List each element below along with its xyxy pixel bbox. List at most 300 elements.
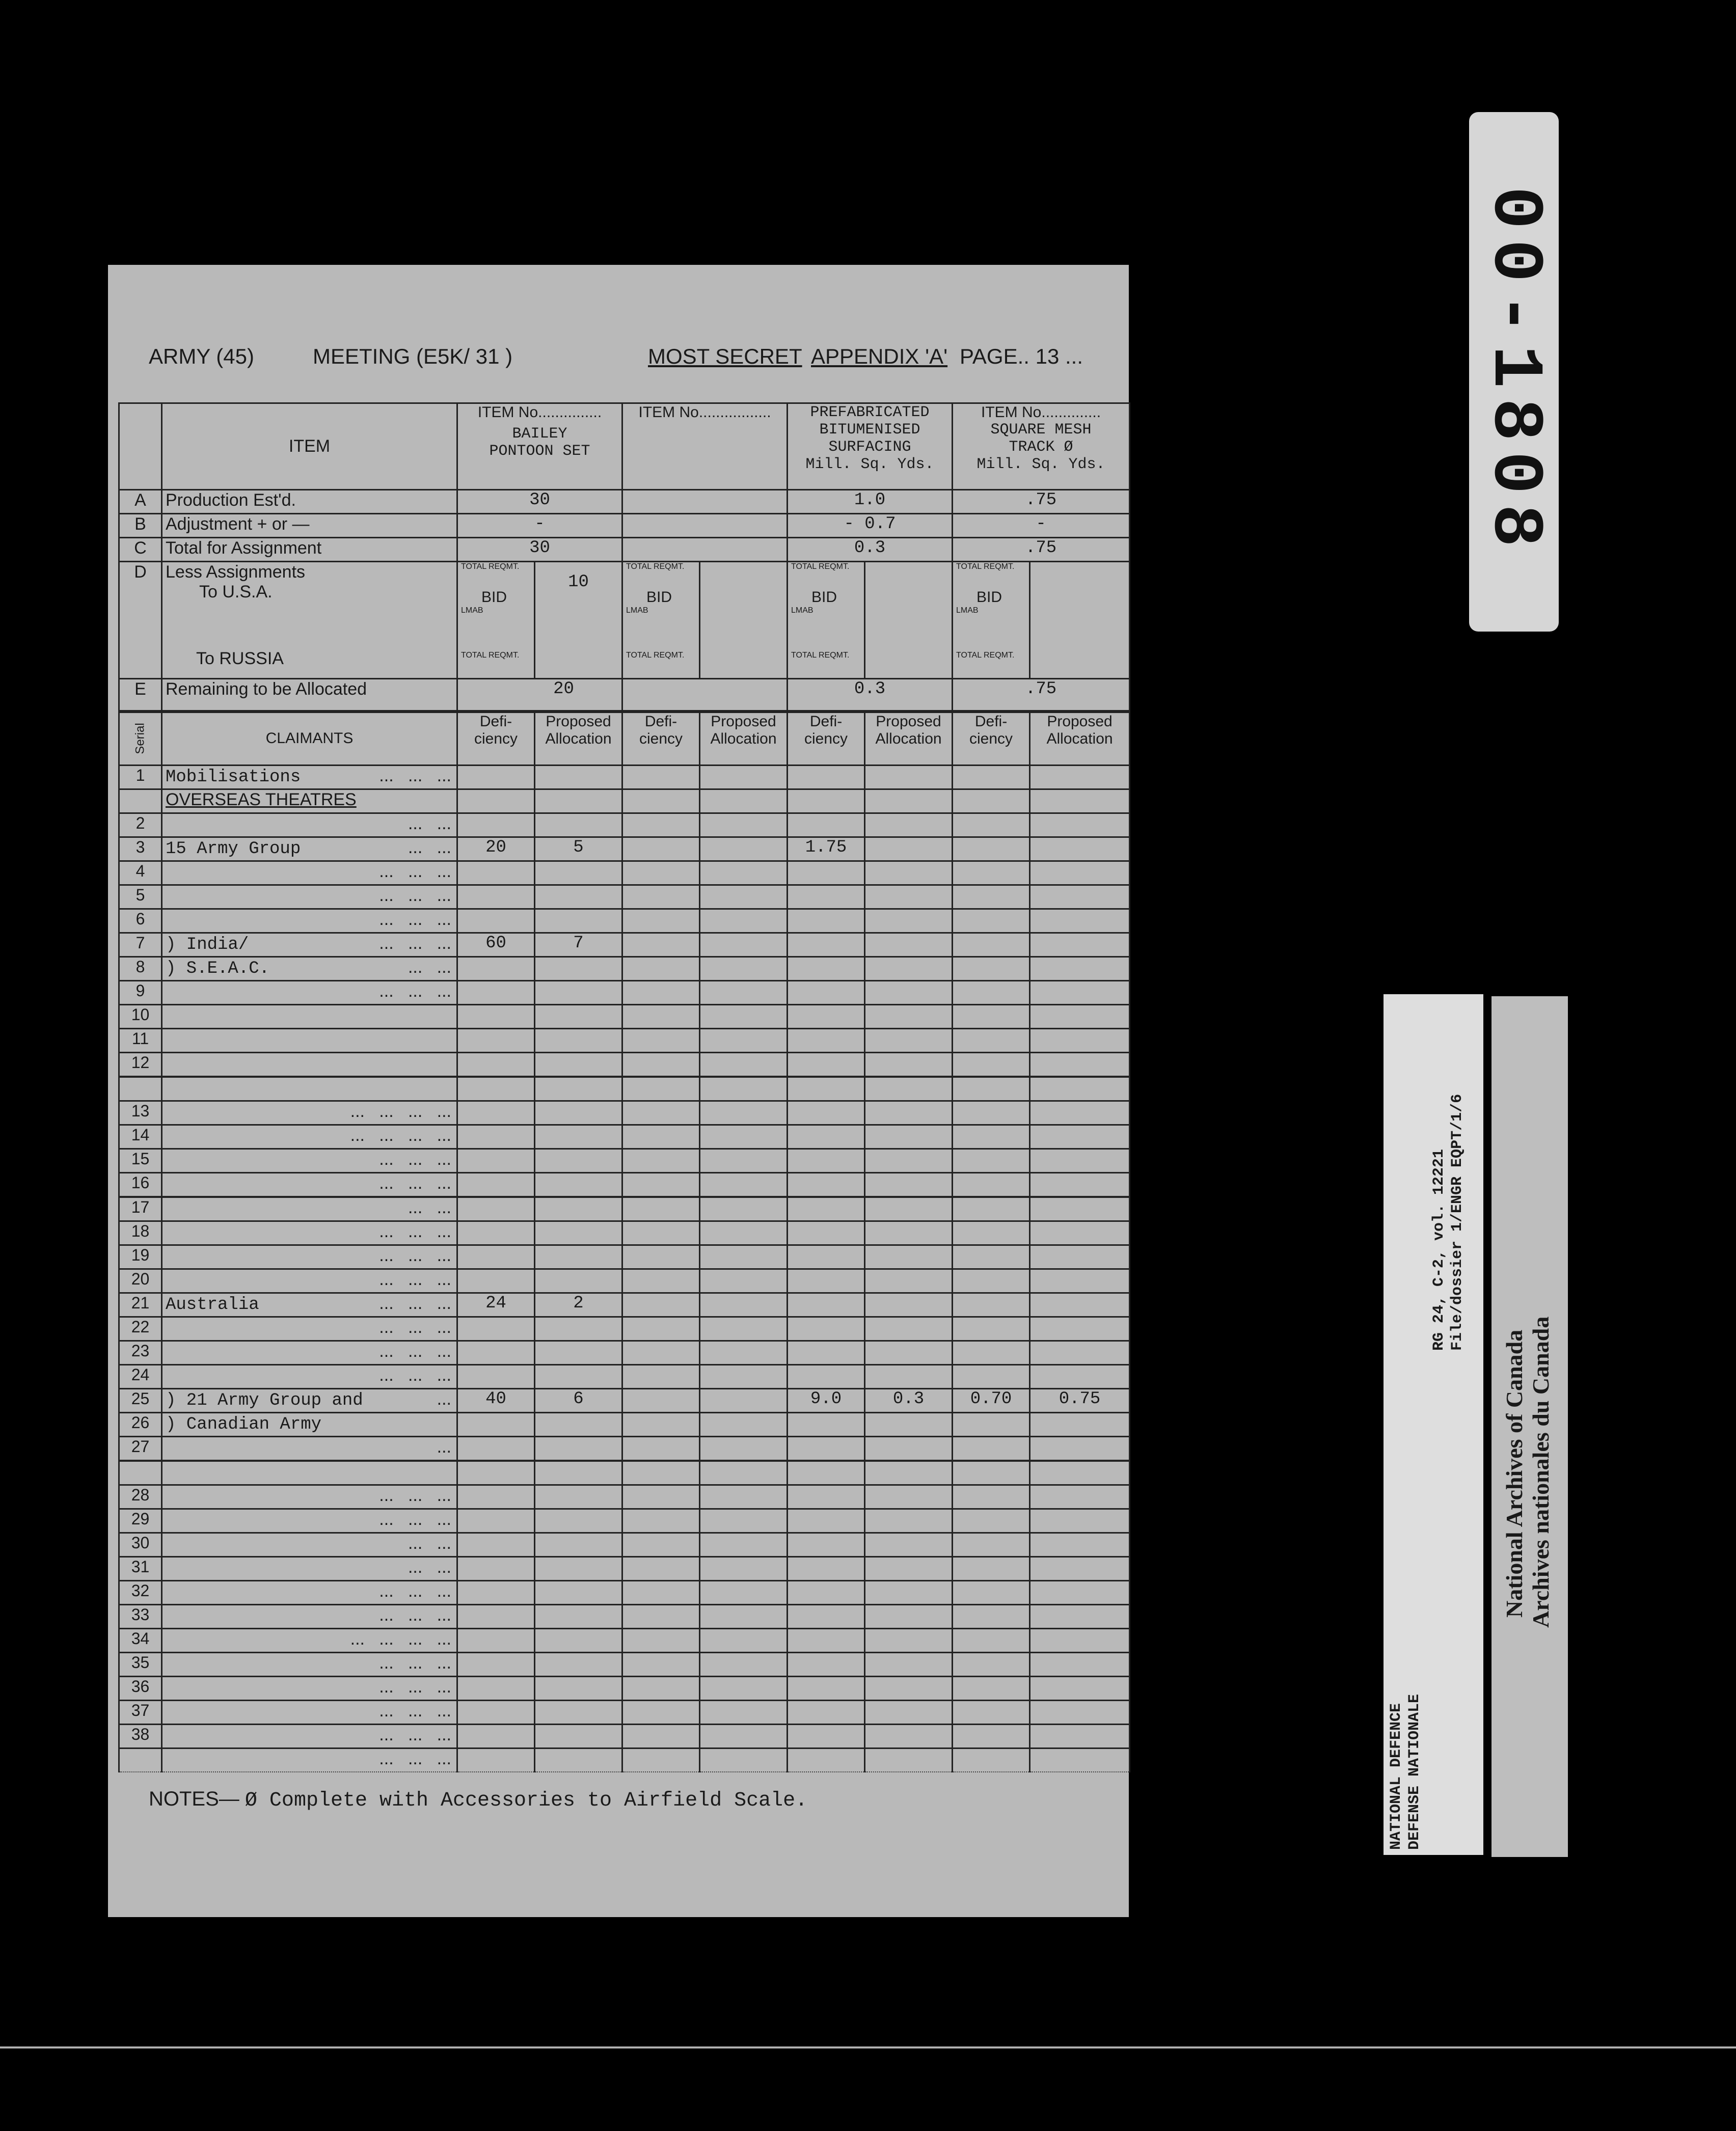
- archives-canada-label: [1491, 996, 1568, 1857]
- claimant-cell: [162, 1317, 457, 1341]
- allocation-value: [700, 1173, 788, 1197]
- table-row: [119, 1557, 1130, 1581]
- value-cell: 1.0: [788, 490, 953, 514]
- table-row: [119, 981, 1130, 1005]
- deficiency-value: [457, 1629, 535, 1653]
- serial-number: 15: [119, 1149, 162, 1173]
- deficiency-value: [457, 1245, 535, 1269]
- item-col-3: [788, 403, 953, 490]
- claimants-header-row: [119, 712, 1130, 766]
- allocation-value: [535, 1701, 622, 1725]
- allocation-value: [1030, 1725, 1130, 1748]
- table-row: [119, 1701, 1130, 1725]
- bid-label: BID: [646, 589, 672, 606]
- deficiency-value: [457, 766, 535, 789]
- allocation-value: [535, 1605, 622, 1629]
- allocation-value: [535, 1197, 622, 1221]
- deficiency-value: [953, 1341, 1030, 1365]
- leader-dots: ... ... ... ...: [350, 1629, 451, 1649]
- deficiency-value: [953, 1748, 1030, 1772]
- allocation-value: [535, 1149, 622, 1173]
- leader-dots: ... ... ...: [379, 1150, 451, 1169]
- serial-number: 24: [119, 1365, 162, 1389]
- leader-dots: ... ... ...: [379, 1677, 451, 1697]
- claimant-cell: [162, 981, 457, 1005]
- deficiency-value: [953, 1677, 1030, 1701]
- allocation-value: [865, 1005, 953, 1029]
- deficiency-value: [788, 1725, 865, 1748]
- deficiency-value: [788, 1701, 865, 1725]
- allocation-value: [535, 1533, 622, 1557]
- deficiency-value: [622, 1149, 700, 1173]
- deficiency-value: [622, 933, 700, 957]
- allocation-value: [700, 1389, 788, 1413]
- serial-number: 2: [119, 813, 162, 837]
- bid-cell: [457, 562, 535, 679]
- allocation-value: [1030, 1509, 1130, 1533]
- serial-number: 35: [119, 1653, 162, 1677]
- value-cell: .75: [953, 679, 1130, 712]
- allocation-value: [700, 933, 788, 957]
- total-reqmt-label: TOTAL REQMT.: [461, 562, 520, 571]
- leader-dots: ... ... ...: [379, 1605, 451, 1625]
- allocation-value: 2: [535, 1293, 622, 1317]
- deficiency-value: [622, 1557, 700, 1581]
- allocation-value: [700, 1629, 788, 1653]
- deficiency-value: [788, 1005, 865, 1029]
- claimant-cell: [162, 1581, 457, 1605]
- claimant-cell: [162, 1509, 457, 1533]
- table-row: [119, 909, 1130, 933]
- appendix-label: APPENDIX 'A': [811, 344, 948, 368]
- allocation-value: [1030, 1005, 1130, 1029]
- claimant-name: Australia: [166, 1295, 259, 1315]
- claimant-cell: [162, 909, 457, 933]
- deficiency-value: [622, 1725, 700, 1748]
- ciency-label: ciency: [474, 730, 518, 747]
- claimant-cell: [162, 1149, 457, 1173]
- claimant-cell: [162, 1077, 457, 1101]
- table-row: [119, 1629, 1130, 1653]
- deficiency-value: [622, 1341, 700, 1365]
- value-cell: -: [953, 514, 1130, 538]
- allocation-value: [700, 885, 788, 909]
- deficiency-value: [457, 1053, 535, 1077]
- allocation-value: [1030, 861, 1130, 885]
- allocation-value: [865, 1365, 953, 1389]
- deficiency-value: [953, 1605, 1030, 1629]
- deficiency-value: [457, 909, 535, 933]
- table-row: [119, 1221, 1130, 1245]
- allocation-value: [700, 1748, 788, 1772]
- allocation-value: [535, 1629, 622, 1653]
- allocation-table: [118, 402, 1129, 1772]
- allocation-value: [700, 981, 788, 1005]
- allocation-value: [865, 813, 953, 837]
- row-label: Production Est'd.: [162, 490, 457, 514]
- allocation-value: [700, 1221, 788, 1245]
- row-C: [119, 538, 1130, 562]
- allocation-value: [865, 766, 953, 789]
- defense-nationale-text: DEFENSE NATIONALE: [1406, 1693, 1423, 1850]
- serial-number: 21: [119, 1293, 162, 1317]
- claimant-cell: [162, 1293, 457, 1317]
- deficiency-value: [953, 1365, 1030, 1389]
- microfilm-frame-number: [1469, 112, 1559, 632]
- ciency-label: ciency: [969, 730, 1013, 747]
- deficiency-value: [953, 1245, 1030, 1269]
- claimant-cell: [162, 1029, 457, 1053]
- leader-dots: ... ... ...: [379, 1725, 451, 1744]
- allocation-value: [1030, 885, 1130, 909]
- allocation-value: [865, 1461, 953, 1485]
- allocation-value: [865, 1653, 953, 1677]
- allocation-value: [865, 981, 953, 1005]
- row-letter: E: [119, 679, 162, 712]
- claimant-name: Mobilisations: [166, 768, 301, 787]
- allocation-value: [865, 909, 953, 933]
- serial-label: Serial: [133, 723, 147, 754]
- item-col-2: [622, 403, 788, 490]
- allocation-value: [1030, 1533, 1130, 1557]
- allocation-value: [700, 1677, 788, 1701]
- leader-dots: ...: [437, 1389, 451, 1409]
- serial-number: 26: [119, 1413, 162, 1437]
- page-number: PAGE.. 13 ...: [960, 344, 1083, 368]
- deficiency-value: [788, 981, 865, 1005]
- row-E: [119, 679, 1130, 712]
- deficiency-value: [622, 1509, 700, 1533]
- value-cell: 10: [535, 562, 622, 679]
- row-letter: D: [119, 562, 162, 679]
- deficiency-value: [953, 1725, 1030, 1748]
- claimants-label: CLAIMANTS: [162, 712, 457, 766]
- leader-dots: ... ...: [408, 1198, 451, 1217]
- allocation-value: 6: [535, 1389, 622, 1413]
- allocation-value: [865, 1413, 953, 1437]
- claimant-cell: [162, 1413, 457, 1437]
- allocation-value: [865, 1149, 953, 1173]
- deficiency-value: [788, 1101, 865, 1125]
- allocation-value: [700, 1269, 788, 1293]
- deficiency-value: [953, 1509, 1030, 1533]
- allocation-value: [1030, 1605, 1130, 1629]
- row-label: Remaining to be Allocated: [162, 679, 457, 712]
- deficiency-value: [953, 1317, 1030, 1341]
- proposed-label: Proposed: [1047, 713, 1113, 730]
- leader-dots: ... ...: [408, 838, 451, 857]
- deficiency-value: [457, 1605, 535, 1629]
- serial-number: 38: [119, 1725, 162, 1748]
- allocation-value: [700, 1125, 788, 1149]
- serial-number: 28: [119, 1485, 162, 1509]
- deficiency-value: [788, 1149, 865, 1173]
- allocation-value: [700, 1605, 788, 1629]
- deficiency-value: [788, 1053, 865, 1077]
- deficiency-value: [457, 981, 535, 1005]
- allocation-value: [535, 885, 622, 909]
- allocation-value: [1030, 766, 1130, 789]
- deficiency-value: [953, 1581, 1030, 1605]
- claimant-cell: [162, 1605, 457, 1629]
- allocation-value: [865, 1173, 953, 1197]
- allocation-value: [865, 1605, 953, 1629]
- claimant-name: ) India/: [166, 935, 249, 954]
- table-row: [119, 1533, 1130, 1557]
- leader-dots: ... ... ...: [379, 1342, 451, 1361]
- total-reqmt-label: TOTAL REQMT.: [791, 562, 850, 571]
- deficiency-value: [953, 1653, 1030, 1677]
- value-cell: - 0.7: [788, 514, 953, 538]
- allocation-value: [700, 1701, 788, 1725]
- allocation-value: [865, 1725, 953, 1748]
- allocation-value: [865, 1317, 953, 1341]
- allocation-value: [700, 1317, 788, 1341]
- leader-dots: ... ... ...: [379, 1486, 451, 1505]
- table-row: [119, 1029, 1130, 1053]
- deficiency-value: [953, 1101, 1030, 1125]
- serial-header: [119, 712, 162, 766]
- table-row: [119, 1125, 1130, 1149]
- deficiency-value: [457, 1341, 535, 1365]
- allocation-value: [535, 1125, 622, 1149]
- deficiency-value: [457, 957, 535, 981]
- allocation-value: [1030, 1197, 1130, 1221]
- table-row: [119, 1461, 1130, 1485]
- claimant-cell: [162, 1725, 457, 1748]
- usa-label: To U.S.A.: [199, 582, 273, 602]
- allocation-value: [1030, 1413, 1130, 1437]
- deficiency-value: [622, 1029, 700, 1053]
- claimant-cell: [162, 1629, 457, 1653]
- deficiency-value: [622, 981, 700, 1005]
- claimant-cell: [162, 861, 457, 885]
- bid-cell: [622, 562, 700, 679]
- allocation-value: [535, 1365, 622, 1389]
- deficiency-value: [457, 1485, 535, 1509]
- allocation-value: [865, 1629, 953, 1653]
- item-unit: Mill. Sq. Yds.: [805, 456, 934, 473]
- serial-number: 12: [119, 1053, 162, 1077]
- deficiency-value: [457, 1029, 535, 1053]
- allocation-value: [1030, 1581, 1130, 1605]
- notes-label: NOTES—: [149, 1788, 239, 1810]
- leader-dots: ... ... ...: [379, 1173, 451, 1193]
- ciency-label: ciency: [639, 730, 683, 747]
- allocation-value: [865, 1701, 953, 1725]
- value-cell: .75: [953, 490, 1130, 514]
- allocation-value: [700, 1725, 788, 1748]
- serial-number: 10: [119, 1005, 162, 1029]
- serial-number: 6: [119, 909, 162, 933]
- serial-number: 5: [119, 885, 162, 909]
- deficiency-value: [788, 861, 865, 885]
- deficiency-value: [953, 909, 1030, 933]
- allocation-value: [535, 1053, 622, 1077]
- table-row: [119, 885, 1130, 909]
- allocation-value: [535, 1653, 622, 1677]
- leader-dots: ... ...: [408, 958, 451, 977]
- allocation-value: [700, 766, 788, 789]
- lmab-label: LMAB: [626, 606, 648, 615]
- allocation-value: [535, 1413, 622, 1437]
- deficiency-value: [788, 1485, 865, 1509]
- allocation-value: [1030, 1149, 1130, 1173]
- serial-number: 32: [119, 1581, 162, 1605]
- defi-label: Defi-: [479, 713, 512, 730]
- claimant-cell: [162, 837, 457, 861]
- deficiency-value: [457, 1173, 535, 1197]
- serial-number: [119, 1077, 162, 1101]
- meeting-ref: MEETING (E5K/ 31 ): [313, 344, 513, 368]
- deficiency-value: 20: [457, 837, 535, 861]
- allocation-value: [700, 1029, 788, 1053]
- proposed-label: Proposed: [546, 713, 611, 730]
- allocation-value: [535, 1557, 622, 1581]
- deficiency-value: [622, 957, 700, 981]
- table-row: [119, 1293, 1130, 1317]
- table-row: [119, 1389, 1130, 1413]
- deficiency-value: [457, 1557, 535, 1581]
- proposed-label: Proposed: [711, 713, 776, 730]
- deficiency-value: 60: [457, 933, 535, 957]
- deficiency-value: [788, 1461, 865, 1485]
- table-row: [119, 1077, 1130, 1101]
- table-row: [119, 1437, 1130, 1461]
- deficiency-value: [788, 1437, 865, 1461]
- table-row: [119, 861, 1130, 885]
- total-reqmt-label: TOTAL REQMT.: [626, 562, 685, 571]
- deficiency-value: [457, 1437, 535, 1461]
- allocation-value: [700, 861, 788, 885]
- deficiency-value: [953, 981, 1030, 1005]
- deficiency-value: [457, 1748, 535, 1772]
- item-name-line: SQUARE MESH: [990, 421, 1092, 439]
- allocation-value: [535, 1725, 622, 1748]
- deficiency-value: [788, 1605, 865, 1629]
- deficiency-value: [953, 1077, 1030, 1101]
- leader-dots: ... ... ...: [379, 862, 451, 881]
- row-label: Total for Assignment: [162, 538, 457, 562]
- deficiency-value: [953, 1029, 1030, 1053]
- allocation-header: [865, 712, 953, 766]
- deficiency-value: [788, 1653, 865, 1677]
- allocation-value: [865, 957, 953, 981]
- claimant-name: 15 Army Group: [166, 839, 301, 859]
- deficiency-value: [953, 957, 1030, 981]
- allocation-value: [865, 1053, 953, 1077]
- claimant-cell: [162, 1677, 457, 1701]
- national-defence-text: NATIONAL DEFENCE: [1388, 1703, 1405, 1850]
- claimant-cell: [162, 1269, 457, 1293]
- deficiency-value: [457, 1533, 535, 1557]
- deficiency-value: 0.70: [953, 1389, 1030, 1413]
- item-header-row: [119, 403, 1130, 490]
- allocation-value: 0.3: [865, 1389, 953, 1413]
- allocation-value: [535, 1245, 622, 1269]
- deficiency-value: [622, 1533, 700, 1557]
- serial-number: 4: [119, 861, 162, 885]
- deficiency-value: [457, 1725, 535, 1748]
- allocation-value: [1030, 1365, 1130, 1389]
- claimant-cell: [162, 1701, 457, 1725]
- serial-number: 29: [119, 1509, 162, 1533]
- deficiency-value: [953, 1413, 1030, 1437]
- serial-number: 27: [119, 1437, 162, 1461]
- allocation-value: [1030, 789, 1130, 813]
- item-no-label: ITEM No.................: [638, 404, 771, 421]
- deficiency-value: [788, 1581, 865, 1605]
- allocation-value: [865, 1221, 953, 1245]
- claimant-name: ) Canadian Army: [166, 1415, 322, 1434]
- allocation-value: [535, 1005, 622, 1029]
- deficiency-value: [622, 1317, 700, 1341]
- leader-dots: ... ... ...: [379, 981, 451, 1001]
- deficiency-value: [788, 1533, 865, 1557]
- allocation-value: [1030, 1677, 1130, 1701]
- allocation-value: [865, 1509, 953, 1533]
- deficiency-value: [788, 1413, 865, 1437]
- total-reqmt-label: TOTAL REQMT.: [956, 562, 1015, 571]
- claimant-cell: [162, 1173, 457, 1197]
- allocation-value: [865, 1101, 953, 1125]
- claimant-name: OVERSEAS THEATRES: [166, 790, 357, 809]
- value-cell: 0.3: [788, 679, 953, 712]
- claimant-cell: [162, 766, 457, 789]
- table-row: [119, 1245, 1130, 1269]
- table-row: [119, 933, 1130, 957]
- table-row: [119, 1413, 1130, 1437]
- claimant-cell: [162, 1053, 457, 1077]
- claimant-name: ) 21 Army Group and: [166, 1391, 363, 1410]
- claimant-cell: [162, 813, 457, 837]
- claimant-cell: [162, 1485, 457, 1509]
- serial-number: 9: [119, 981, 162, 1005]
- allocation-value: [865, 1748, 953, 1772]
- leader-dots: ... ... ...: [379, 1510, 451, 1529]
- deficiency-value: [457, 789, 535, 813]
- deficiency-value: [622, 1629, 700, 1653]
- deficiency-value: [788, 1077, 865, 1101]
- deficiency-value: [457, 1701, 535, 1725]
- claimant-cell: [162, 1245, 457, 1269]
- deficiency-value: [457, 861, 535, 885]
- allocation-value: [1030, 1029, 1130, 1053]
- allocation-value: [700, 1293, 788, 1317]
- allocation-value: [865, 1245, 953, 1269]
- deficiency-value: [953, 837, 1030, 861]
- deficiency-value: [622, 1389, 700, 1413]
- allocation-value: [1030, 1629, 1130, 1653]
- notes-text: Ø Complete with Accessories to Airfield Scale.: [245, 1789, 808, 1812]
- deficiency-value: [788, 1365, 865, 1389]
- deficiency-value: [953, 789, 1030, 813]
- table-row: [119, 1581, 1130, 1605]
- table-row: [119, 957, 1130, 981]
- deficiency-value: [457, 1125, 535, 1149]
- bid-cell: [953, 562, 1030, 679]
- total-reqmt-label: TOTAL REQMT.: [626, 651, 685, 660]
- serial-number: 33: [119, 1605, 162, 1629]
- allocation-value: [700, 1557, 788, 1581]
- deficiency-value: [622, 1245, 700, 1269]
- item-name-line: TRACK Ø: [1009, 439, 1073, 456]
- table-row: [119, 789, 1130, 813]
- scanner-edge-line: [0, 2046, 1736, 2048]
- deficiency-value: [953, 1293, 1030, 1317]
- deficiency-value: [788, 1221, 865, 1245]
- deficiency-value: [953, 1149, 1030, 1173]
